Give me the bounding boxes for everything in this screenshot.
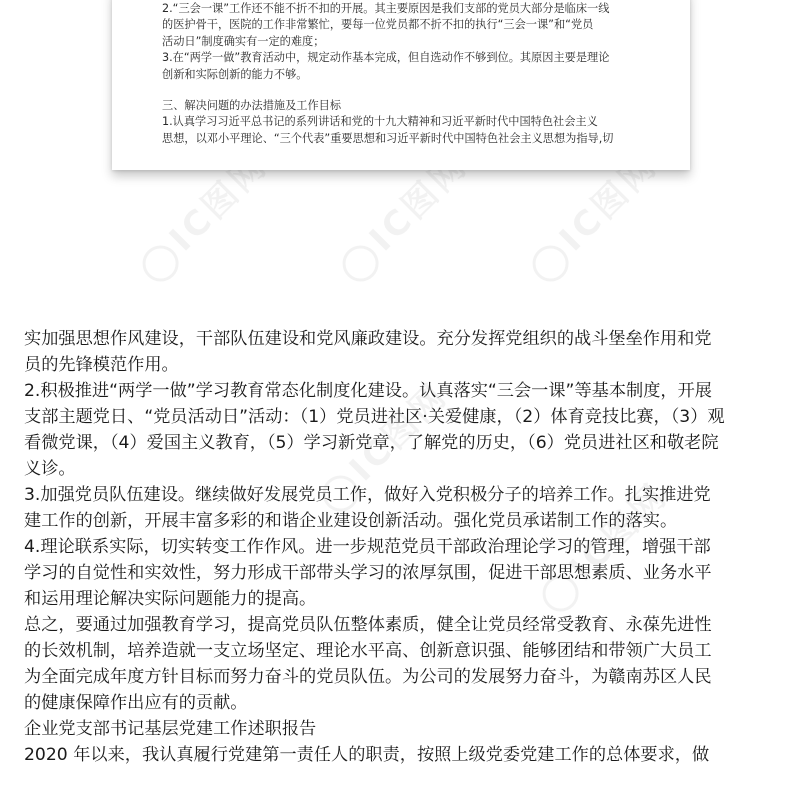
body-line: 看微党课，（4）爱国主义教育，（5）学习新党章，了解党的历史，（6）党员进社区和敬老院 [24, 433, 719, 453]
body-line: 支部主题党日、“党员活动日”活动：（1）党员进社区·关爱健康，（2）体育竞技比赛，（3）观 [24, 407, 725, 427]
card-line: 创新和实际创新的能力不够。 [162, 67, 308, 81]
body-line: 义诊。 [24, 459, 76, 479]
body-line: 为全面完成年度方针目标而努力奋斗的党员队伍。为公司的发展努力奋斗，为赣南苏区人民 [24, 667, 712, 687]
body-line: 4.理论联系实际，切实转变工作作风。进一步规范党员干部政治理论学习的管理，增强干部 [24, 537, 711, 557]
document-body [24, 326, 784, 768]
card-line: 3.在“两学一做”教育活动中，规定动作基本完成，但自选动作不够到位。其原因主要是理论 [162, 51, 610, 65]
watermark-text: IC图网 [551, 144, 667, 260]
card-line: 2.“三会一课”工作还不能不折不扣的开展。其主要原因是我们支部的党员大部分是临床一线 [162, 1, 610, 15]
card-line: 的医护骨干，医院的工作非常繁忙，要每一位党员都不折不扣的执行“三会一课”和“党员 [162, 18, 594, 32]
body-line: 总之，要通过加强教育学习，提高党员队伍整体素质，健全让党员经常受教育、永葆先进性 [24, 615, 712, 635]
watermark-logo-icon [335, 238, 386, 289]
body-line: 学习的自觉性和实效性，努力形成干部带头学习的浓厚氛围，促进干部思想素质、业务水平 [24, 563, 712, 583]
watermark-text: IC图网 [341, 374, 457, 490]
card-line: 1.认真学习习近平总书记的系列讲话和党的十九大精神和习近平新时代中国特色社会主义 [162, 115, 598, 129]
watermark-logo-icon [525, 238, 576, 289]
watermark-logo-icon [135, 238, 186, 289]
watermark-text: IC图网 [161, 144, 277, 260]
watermark-text: IC图网 [561, 474, 677, 590]
body-line: 的健康保障作出应有的贡献。 [24, 693, 248, 713]
body-line: 建工作的创新，开展丰富多彩的和谐企业建设创新活动。强化党员承诺制工作的落实。 [24, 511, 678, 531]
card-section-heading: 三、解决问题的办法措施及工作目标 [162, 98, 342, 112]
watermark-text: IC图网 [361, 144, 477, 260]
body-line: 的长效机制，培养造就一支立场坚定、理论水平高、创新意识强、能够团结和带领广大员工 [24, 641, 712, 661]
body-line: 2.积极推进“两学一做”学习教育常态化制度化建设。认真落实“三会一课”等基本制度，开展 [24, 381, 712, 401]
card-line: 思想，以邓小平理论、“三个代表”重要思想和习近平新时代中国特色社会主义思想为指导,切 [162, 131, 614, 145]
body-line: 2020 年以来，我认真履行党建第一责任人的职责，按照上级党委党建工作的总体要求，做 [24, 745, 710, 765]
body-line: 3.加强党员队伍建设。继续做好发展党员工作，做好入党积极分子的培养工作。扎实推进党 [24, 485, 711, 505]
body-line: 员的先锋模范作用。 [24, 355, 179, 375]
document-preview-card [112, 0, 690, 170]
card-line: 活动日”制度确实有一定的难度； [162, 34, 325, 48]
card-spacer [162, 84, 662, 98]
body-line: 实加强思想作风建设，干部队伍建设和党风廉政建设。充分发挥党组织的战斗堡垒作用和党 [24, 329, 712, 349]
card-content [162, 0, 662, 147]
body-line: 和运用理论解决实际问题能力的提高。 [24, 589, 317, 609]
document-title: 企业党支部书记基层党建工作述职报告 [24, 719, 317, 739]
